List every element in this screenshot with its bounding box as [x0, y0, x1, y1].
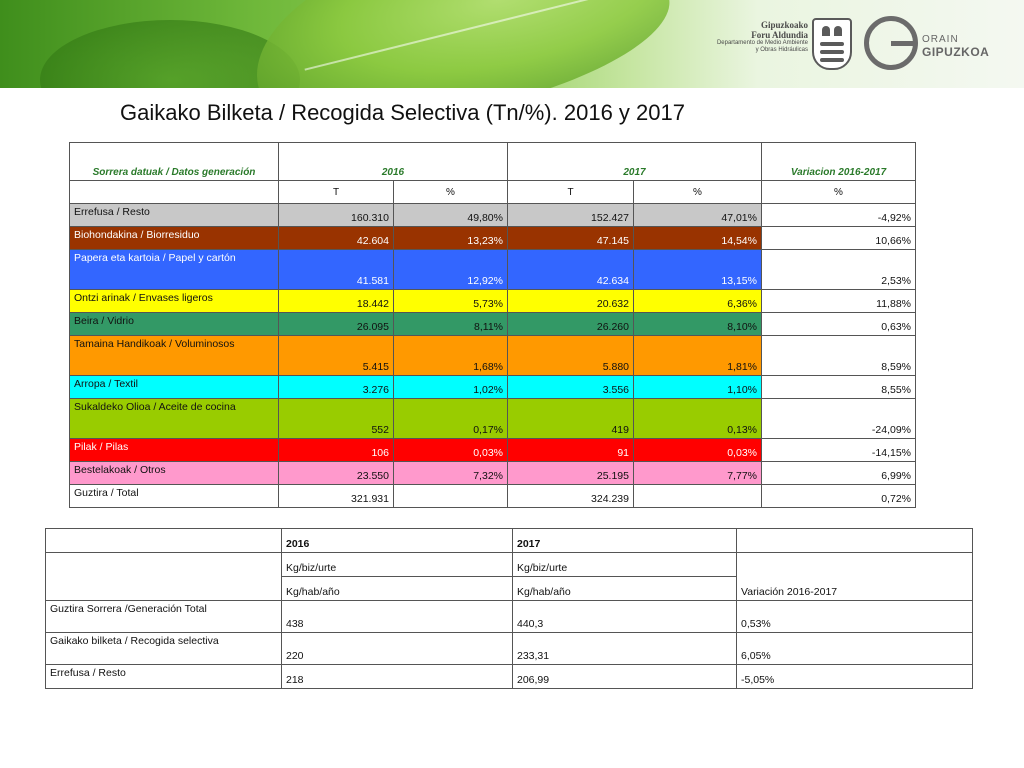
per-capita-table: [45, 528, 973, 689]
org-dept-line1: Departamento de Medio Ambiente: [716, 40, 808, 46]
value-pct-2017: 7,77%: [634, 462, 762, 485]
value-t-2017: 42.634: [508, 250, 634, 290]
value-variation: 2,53%: [762, 250, 916, 290]
row-label: Bestelakoak / Otros: [70, 462, 279, 485]
value-pct-2017: 47,01%: [634, 204, 762, 227]
value-t-2016: 42.604: [279, 227, 394, 250]
value-2016: 218: [282, 665, 513, 689]
row-label: Beira / Vidrio: [70, 313, 279, 336]
value-2016: 220: [282, 633, 513, 665]
value-t-2017: 91: [508, 439, 634, 462]
value-variation: 11,88%: [762, 290, 916, 313]
value-pct-2016: 12,92%: [394, 250, 508, 290]
value-pct-2017: 0,03%: [634, 439, 762, 462]
value-variation: -4,92%: [762, 204, 916, 227]
value-pct-2017: 13,15%: [634, 250, 762, 290]
value-variation: 0,72%: [762, 485, 916, 508]
table-row: [46, 665, 973, 689]
value-t-2017: 324.239: [508, 485, 634, 508]
value-pct-2016: [394, 485, 508, 508]
value-pct-2016: 49,80%: [394, 204, 508, 227]
header-2017: 2017: [513, 529, 737, 553]
brand-line1: ORAIN: [922, 34, 959, 45]
value-variation: 10,66%: [762, 227, 916, 250]
orain-gipuzkoa-logo-icon: [864, 16, 918, 70]
row-label: Tamaina Handikoak / Voluminosos: [70, 336, 279, 376]
value-pct-2016: 1,02%: [394, 376, 508, 399]
header-2016: 2016: [282, 529, 513, 553]
value-pct-2016: 8,11%: [394, 313, 508, 336]
value-variation: 8,59%: [762, 336, 916, 376]
coat-of-arms-icon: [812, 18, 852, 70]
row-label: Errefusa / Resto: [46, 665, 282, 689]
unit-eu-2017: Kg/biz/urte: [513, 553, 737, 577]
table-header-row: [70, 143, 916, 181]
value-2017: 440,3: [513, 601, 737, 633]
table-row: [46, 633, 973, 665]
units-eu-row: [46, 553, 973, 577]
org-dept-line2: y Obras Hidráulicas: [755, 47, 808, 53]
value-t-2017: 25.195: [508, 462, 634, 485]
value-t-2016: 23.550: [279, 462, 394, 485]
value-variation: 0,63%: [762, 313, 916, 336]
value-variation: -24,09%: [762, 399, 916, 439]
row-label: Arropa / Textil: [70, 376, 279, 399]
value-pct-2016: 0,17%: [394, 399, 508, 439]
value-t-2017: 47.145: [508, 227, 634, 250]
value-pct-2017: 1,10%: [634, 376, 762, 399]
brand-line2: GIPUZKOA: [922, 45, 990, 59]
value-t-2017: 26.260: [508, 313, 634, 336]
org-name: [698, 20, 808, 54]
table-subheader-row: [70, 181, 916, 204]
value-t-2016: 41.581: [279, 250, 394, 290]
value-pct-2017: 14,54%: [634, 227, 762, 250]
value-variation: 6,99%: [762, 462, 916, 485]
table-row: [70, 462, 916, 485]
header-source-data: Sorrera datuak / Datos generación: [70, 143, 279, 181]
leaf-image: [237, 0, 683, 88]
value-variation: 8,55%: [762, 376, 916, 399]
value-t-2016: 18.442: [279, 290, 394, 313]
table-header-row: [46, 529, 973, 553]
value-t-2017: 152.427: [508, 204, 634, 227]
value-t-2017: 419: [508, 399, 634, 439]
table-row: [70, 290, 916, 313]
org-name-line2: Foru Aldundia: [751, 30, 808, 40]
header-empty-variation: [737, 529, 973, 553]
value-pct-2016: 1,68%: [394, 336, 508, 376]
org-name-line1: Gipuzkoako: [760, 20, 808, 30]
row-label: Biohondakina / Biorresiduo: [70, 227, 279, 250]
subheader-pct-2017: %: [634, 181, 762, 204]
row-label: Guztira / Total: [70, 485, 279, 508]
value-pct-2017: 6,36%: [634, 290, 762, 313]
header-2016: 2016: [279, 143, 508, 181]
row-label: Ontzi arinak / Envases ligeros: [70, 290, 279, 313]
header-empty: [46, 529, 282, 553]
header-banner: [0, 0, 1024, 88]
value-t-2016: 160.310: [279, 204, 394, 227]
unit-es-2017: Kg/hab/año: [513, 577, 737, 601]
value-variation: 0,53%: [737, 601, 973, 633]
row-label: Errefusa / Resto: [70, 204, 279, 227]
header-variation: Variacion 2016-2017: [762, 143, 916, 181]
page-title: Gaikako Bilketa / Recogida Selectiva (Tn/%). 2016 y 2017: [120, 100, 685, 125]
value-variation: -14,15%: [762, 439, 916, 462]
table-row: [70, 439, 916, 462]
value-pct-2017: 8,10%: [634, 313, 762, 336]
units-label-empty: [46, 553, 282, 601]
subheader-t-2016: T: [279, 181, 394, 204]
header-2017: 2017: [508, 143, 762, 181]
value-t-2016: 26.095: [279, 313, 394, 336]
value-pct-2016: 5,73%: [394, 290, 508, 313]
subheader-empty: [70, 181, 279, 204]
value-t-2017: 20.632: [508, 290, 634, 313]
value-pct-2016: 7,32%: [394, 462, 508, 485]
value-pct-2016: 0,03%: [394, 439, 508, 462]
recycling-table: [69, 142, 916, 508]
value-t-2016: 3.276: [279, 376, 394, 399]
row-label: Papera eta kartoia / Papel y cartón: [70, 250, 279, 290]
table-row: [46, 601, 973, 633]
table-row: [70, 485, 916, 508]
value-pct-2017: 0,13%: [634, 399, 762, 439]
row-label: Gaikako bilketa / Recogida selectiva: [46, 633, 282, 665]
row-label: Guztira Sorrera /Generación Total: [46, 601, 282, 633]
value-pct-2016: 13,23%: [394, 227, 508, 250]
row-label: Pilak / Pilas: [70, 439, 279, 462]
value-t-2016: 321.931: [279, 485, 394, 508]
table-row: [70, 376, 916, 399]
table-row: [70, 336, 916, 376]
unit-es-2016: Kg/hab/año: [282, 577, 513, 601]
table-row: [70, 250, 916, 290]
value-t-2016: 106: [279, 439, 394, 462]
table-row: [70, 313, 916, 336]
value-2016: 438: [282, 601, 513, 633]
unit-eu-2016: Kg/biz/urte: [282, 553, 513, 577]
subheader-pct-2016: %: [394, 181, 508, 204]
brand-text: [922, 34, 989, 59]
value-t-2016: 5.415: [279, 336, 394, 376]
value-pct-2017: [634, 485, 762, 508]
value-2017: 233,31: [513, 633, 737, 665]
table-row: [70, 227, 916, 250]
table-row: [70, 204, 916, 227]
subheader-pct-variation: %: [762, 181, 916, 204]
header-variation: Variación 2016-2017: [737, 553, 973, 601]
value-t-2017: 5.880: [508, 336, 634, 376]
table-row: [70, 399, 916, 439]
value-t-2016: 552: [279, 399, 394, 439]
subheader-t-2017: T: [508, 181, 634, 204]
value-pct-2017: 1,81%: [634, 336, 762, 376]
row-label: Sukaldeko Olioa / Aceite de cocina: [70, 399, 279, 439]
value-t-2017: 3.556: [508, 376, 634, 399]
value-variation: 6,05%: [737, 633, 973, 665]
value-2017: 206,99: [513, 665, 737, 689]
value-variation: -5,05%: [737, 665, 973, 689]
